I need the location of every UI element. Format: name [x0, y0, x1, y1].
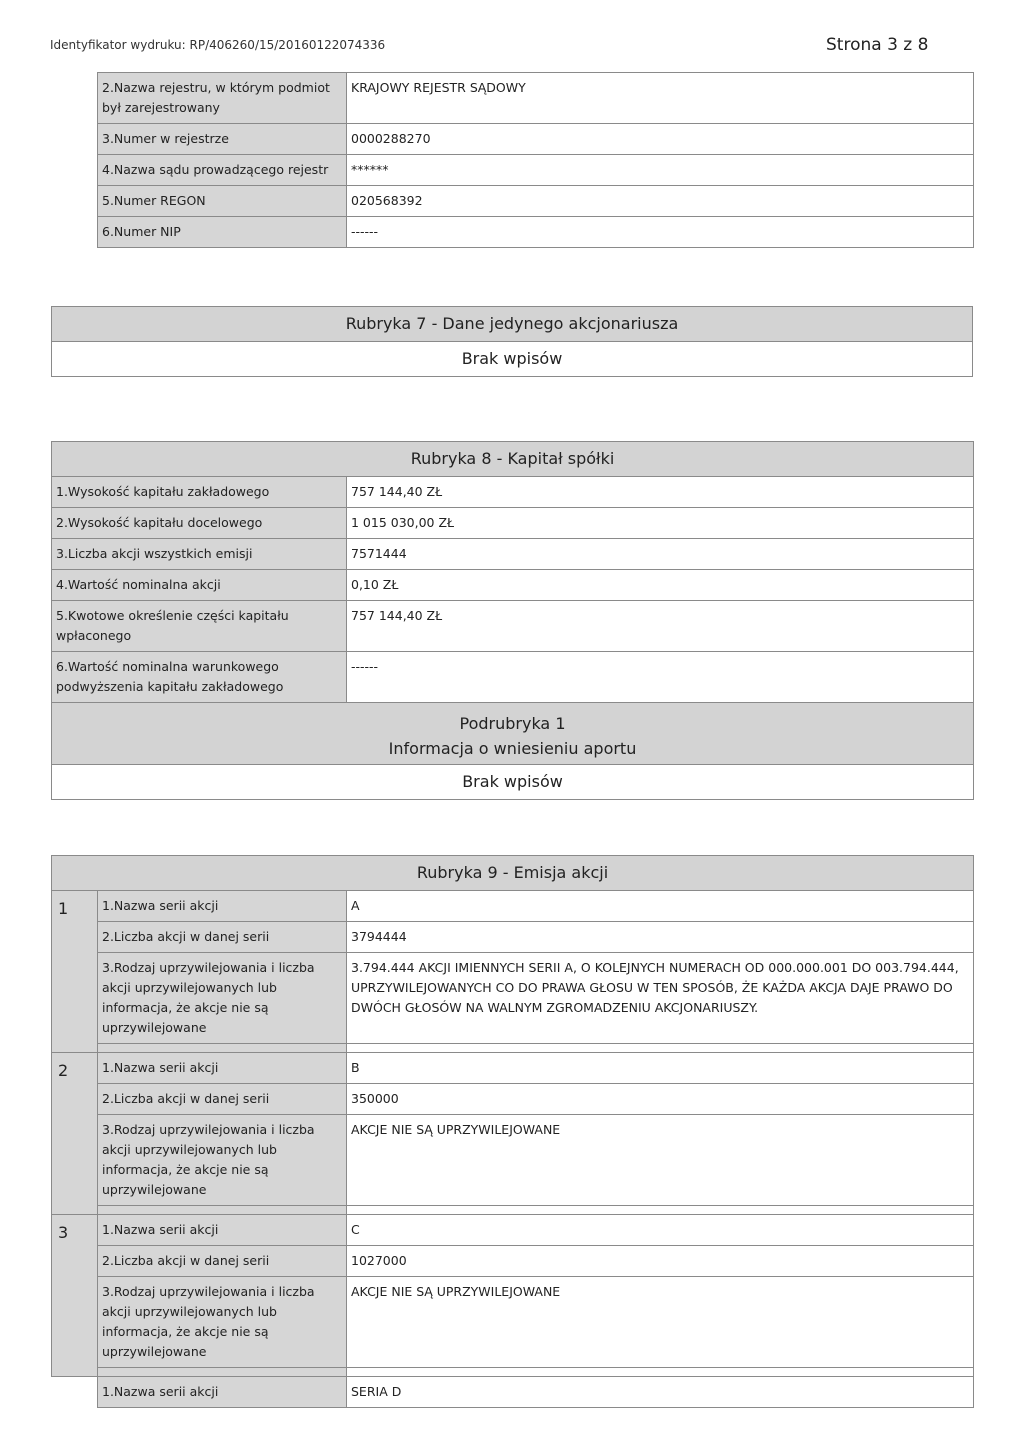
- series-name-label: 1.Nazwa serii akcji: [98, 891, 347, 922]
- series-number: 2: [52, 1053, 98, 1215]
- table-row: [52, 1084, 974, 1115]
- capital-value: 0,10 ZŁ: [347, 570, 974, 601]
- table-row: [52, 922, 974, 953]
- page-number: Strona 3 z 8: [826, 35, 929, 55]
- table-row: [52, 508, 974, 539]
- series-name-label: 1.Nazwa serii akcji: [98, 1053, 347, 1084]
- table-row: [52, 477, 974, 508]
- registry-label: 3.Numer w rejestrze: [98, 124, 347, 155]
- rubryka-9-title: Rubryka 9 - Emisja akcji: [52, 856, 974, 891]
- capital-value: 757 144,40 ZŁ: [347, 477, 974, 508]
- print-identifier: Identyfikator wydruku: RP/406260/15/20160122074336: [50, 38, 386, 52]
- table-row: [98, 73, 974, 124]
- series-name-value: SERIA D: [347, 1377, 974, 1408]
- podrubryka-1-label: Podrubryka 1: [459, 714, 566, 733]
- series-count-label: 2.Liczba akcji w danej serii: [98, 922, 347, 953]
- table-row: [52, 652, 974, 703]
- table-row: [98, 155, 974, 186]
- series-privilege-value: 3.794.444 AKCJI IMIENNYCH SERII A, O KOLEJNYCH NUMERACH OD 000.000.001 DO 003.794.444, UPRZYWILEJOWANYCH CO DO PRAWA GŁOSU W TEN SPOSÓB, ŻE KAŻDA AKCJA DAJE PRAWO DO DWÓCH GŁOSÓW NA WALNYM ZGROMADZENIU AKCJONARIUSZY.: [347, 953, 974, 1044]
- table-row: [98, 186, 974, 217]
- table-row: [52, 1377, 974, 1408]
- table-row: [52, 570, 974, 601]
- capital-value: 757 144,40 ZŁ: [347, 601, 974, 652]
- table-row: [52, 1115, 974, 1206]
- capital-value: 7571444: [347, 539, 974, 570]
- registry-label: 6.Numer NIP: [98, 217, 347, 248]
- table-row: [52, 953, 974, 1044]
- series-number: 1: [52, 891, 98, 1053]
- capital-label: 1.Wysokość kapitału zakładowego: [52, 477, 347, 508]
- rubryka-8-table: [51, 441, 974, 800]
- capital-label: 4.Wartość nominalna akcji: [52, 570, 347, 601]
- rubryka-7-title: Rubryka 7 - Dane jedynego akcjonariusza: [52, 307, 973, 342]
- rubryka-7-empty: Brak wpisów: [52, 342, 973, 377]
- registry-value: ******: [347, 155, 974, 186]
- podrubryka-1-subtitle: Informacja o wniesieniu aportu: [388, 739, 637, 758]
- table-row: [98, 124, 974, 155]
- table-row: [98, 217, 974, 248]
- table-row: [52, 539, 974, 570]
- table-row: [52, 601, 974, 652]
- podrubryka-1-empty: Brak wpisów: [52, 765, 974, 800]
- registry-label: 5.Numer REGON: [98, 186, 347, 217]
- table-row: [52, 1277, 974, 1368]
- registry-label: 2.Nazwa rejestru, w którym podmiot był zarejestrowany: [98, 73, 347, 124]
- series-privilege-label: 3.Rodzaj uprzywilejowania i liczba akcji uprzywilejowanych lub informacja, że akcje nie są uprzywilejowane: [98, 953, 347, 1044]
- series-name-value: B: [347, 1053, 974, 1084]
- capital-value: ------: [347, 652, 974, 703]
- table-row: [52, 1215, 974, 1246]
- series-number: 3: [52, 1215, 98, 1377]
- registry-label: 4.Nazwa sądu prowadzącego rejestr: [98, 155, 347, 186]
- table-row: [52, 1053, 974, 1084]
- capital-label: 5.Kwotowe określenie części kapitału wpłaconego: [52, 601, 347, 652]
- series-count-label: 2.Liczba akcji w danej serii: [98, 1246, 347, 1277]
- series-name-value: C: [347, 1215, 974, 1246]
- rubryka-8-title: Rubryka 8 - Kapitał spółki: [52, 442, 974, 477]
- series-privilege-label: 3.Rodzaj uprzywilejowania i liczba akcji uprzywilejowanych lub informacja, że akcje nie są uprzywilejowane: [98, 1277, 347, 1368]
- series-name-label: 1.Nazwa serii akcji: [98, 1215, 347, 1246]
- series-count-value: 3794444: [347, 922, 974, 953]
- series-name-value: A: [347, 891, 974, 922]
- rubryka-9-table: [51, 855, 974, 1408]
- series-privilege-value: AKCJE NIE SĄ UPRZYWILEJOWANE: [347, 1277, 974, 1368]
- series-name-label: 1.Nazwa serii akcji: [98, 1377, 347, 1408]
- table-row: [52, 1246, 974, 1277]
- podrubryka-1-title: [52, 703, 974, 765]
- registry-value: 020568392: [347, 186, 974, 217]
- capital-label: 6.Wartość nominalna warunkowego podwyższenia kapitału zakładowego: [52, 652, 347, 703]
- series-privilege-label: 3.Rodzaj uprzywilejowania i liczba akcji uprzywilejowanych lub informacja, że akcje nie są uprzywilejowane: [98, 1115, 347, 1206]
- capital-value: 1 015 030,00 ZŁ: [347, 508, 974, 539]
- registry-value: ------: [347, 217, 974, 248]
- registry-value: 0000288270: [347, 124, 974, 155]
- series-count-value: 1027000: [347, 1246, 974, 1277]
- series-count-value: 350000: [347, 1084, 974, 1115]
- capital-label: 2.Wysokość kapitału docelowego: [52, 508, 347, 539]
- table-row: [52, 891, 974, 922]
- series-count-label: 2.Liczba akcji w danej serii: [98, 1084, 347, 1115]
- series-privilege-value: AKCJE NIE SĄ UPRZYWILEJOWANE: [347, 1115, 974, 1206]
- registry-value: KRAJOWY REJESTR SĄDOWY: [347, 73, 974, 124]
- rubryka-7-table: [51, 306, 973, 377]
- registry-table: [97, 72, 974, 248]
- capital-label: 3.Liczba akcji wszystkich emisji: [52, 539, 347, 570]
